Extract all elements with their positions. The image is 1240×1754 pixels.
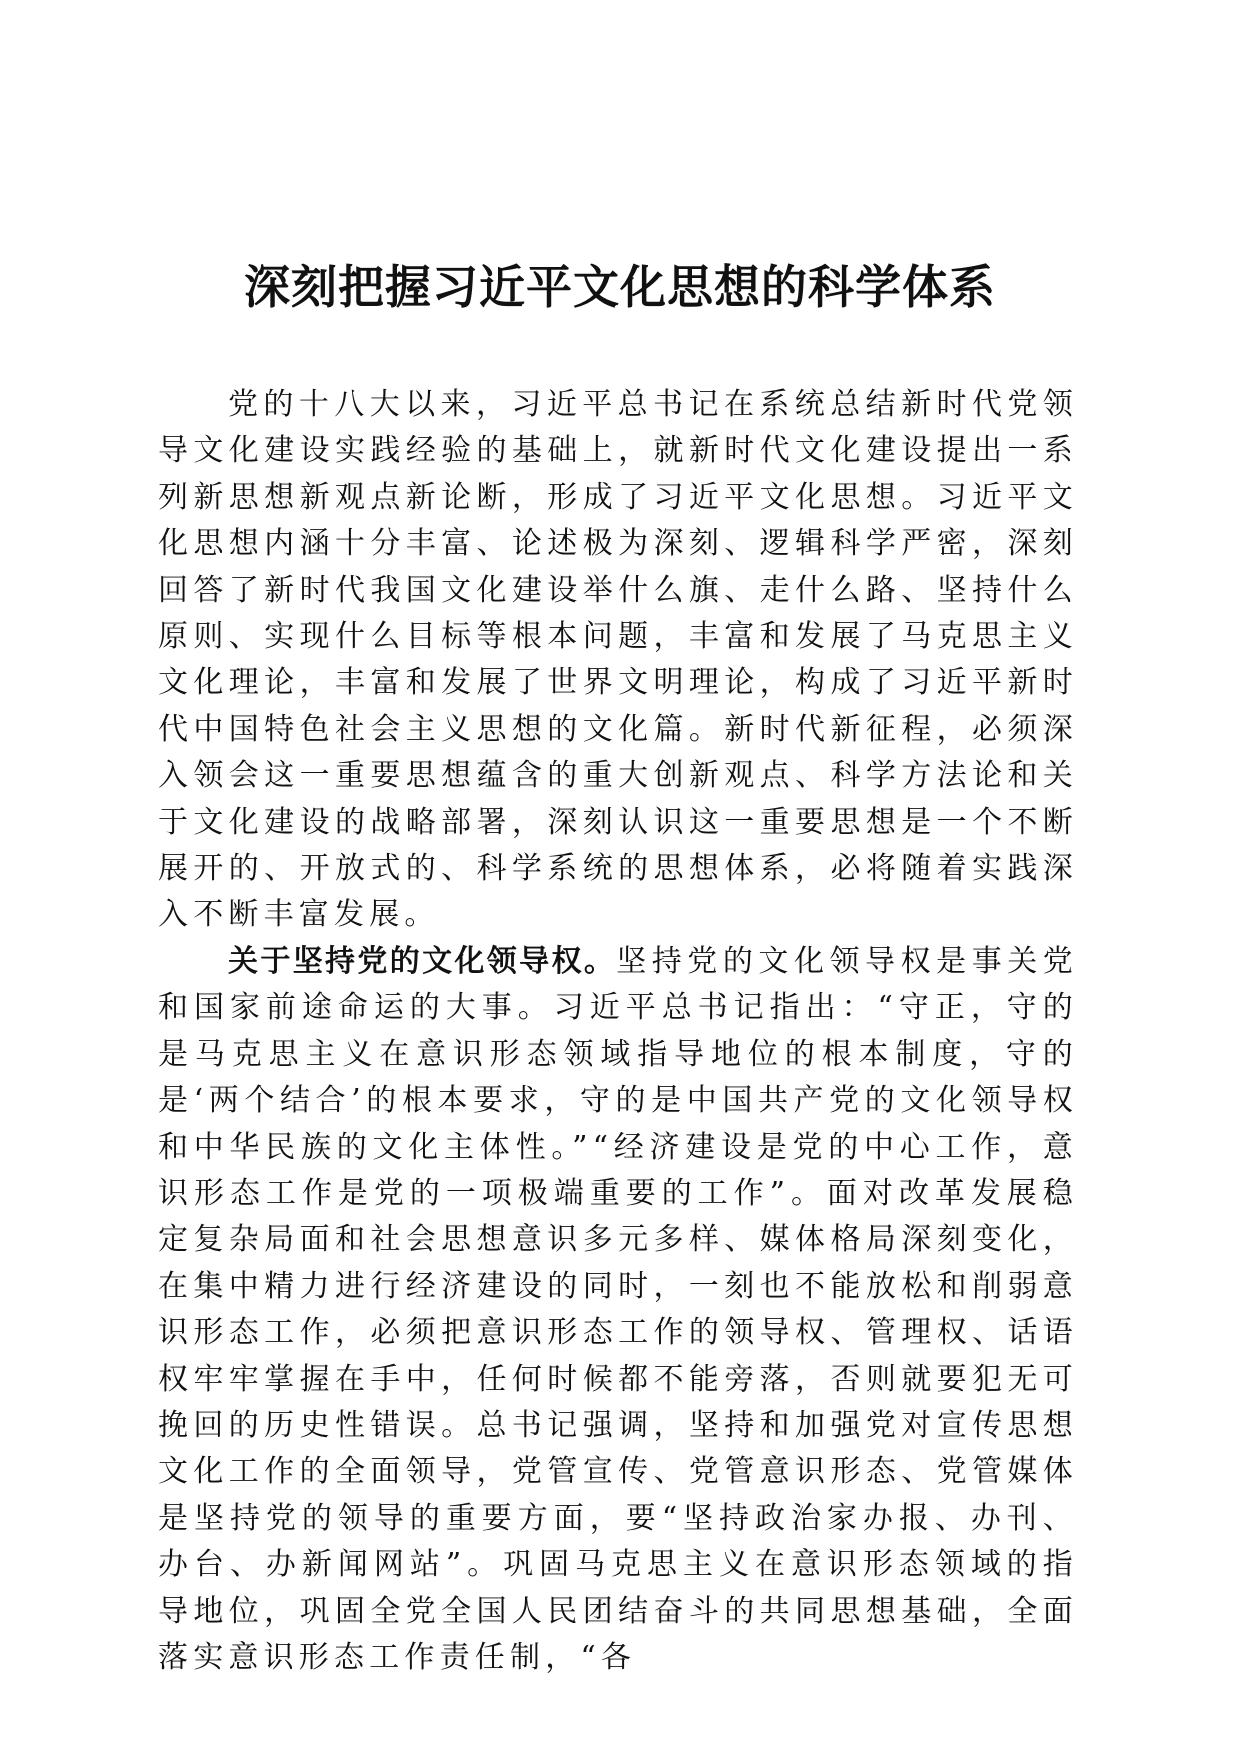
document-title: 深刻把握习近平文化思想的科学体系 — [244, 260, 996, 314]
document-body — [158, 382, 1078, 1681]
paragraph-text: 坚持党的文化领导权是事关党和国家前途命运的大事。习近平总书记指出：“守正，守的是马克思主义在意识形态领域指导地位的根本制度，守的是‘两个结合’的根本要求，守的是中国共产党的文化领导权和中华民族的文化主体性。”“经济建设是党的中心工作，意识形态工作是党的一项极端重要的工作”。面对改革发展稳定复杂局面和社会思想意识多元多样、媒体格局深刻变化，在集中精力进行经济建设的同时，一刻也不能放松和削弱意识形态工作，必须把意识形态工作的领导权、管理权、话语权牢牢掌握在手中，任何时候都不能旁落，否则就要犯无可挽回的历史性错误。总书记强调，坚持和加强党对宣传思想文化工作的全面领导，党管宣传、党管意识形态、党管媒体是坚持党的领导的重要方面，要“坚持政治家办报、办刊、办台、办新闻网站”。巩固马克思主义在意识形态领域的指导地位，巩固全党全国人民团结奋斗的共同思想基础，全面落实意识形态工作责任制，“各 — [158, 943, 1078, 1675]
paragraph-lead-heading: 关于坚持党的文化领导权。 — [228, 943, 617, 979]
paragraph-text: 党的十八大以来，习近平总书记在系统总结新时代党领导文化建设实践经验的基础上，就新时代文化建设提出一系列新思想新观点新论断，形成了习近平文化思想。习近平文化思想内涵十分丰富、论述极为深刻、逻辑科学严密，深刻回答了新时代我国文化建设举什么旗、走什么路、坚持什么原则、实现什么目标等根本问题，丰富和发展了马克思主义文化理论，丰富和发展了世界文明理论，构成了习近平新时代中国特色社会主义思想的文化篇。新时代新征程，必须深入领会这一重要思想蕴含的重大创新观点、科学方法论和关于文化建设的战略部署，深刻认识这一重要思想是一个不断展开的、开放式的、科学系统的思想体系，必将随着实践深入不断丰富发展。 — [158, 387, 1078, 933]
paragraph-cultural-leadership — [158, 939, 1078, 1682]
paragraph-intro — [158, 382, 1078, 939]
